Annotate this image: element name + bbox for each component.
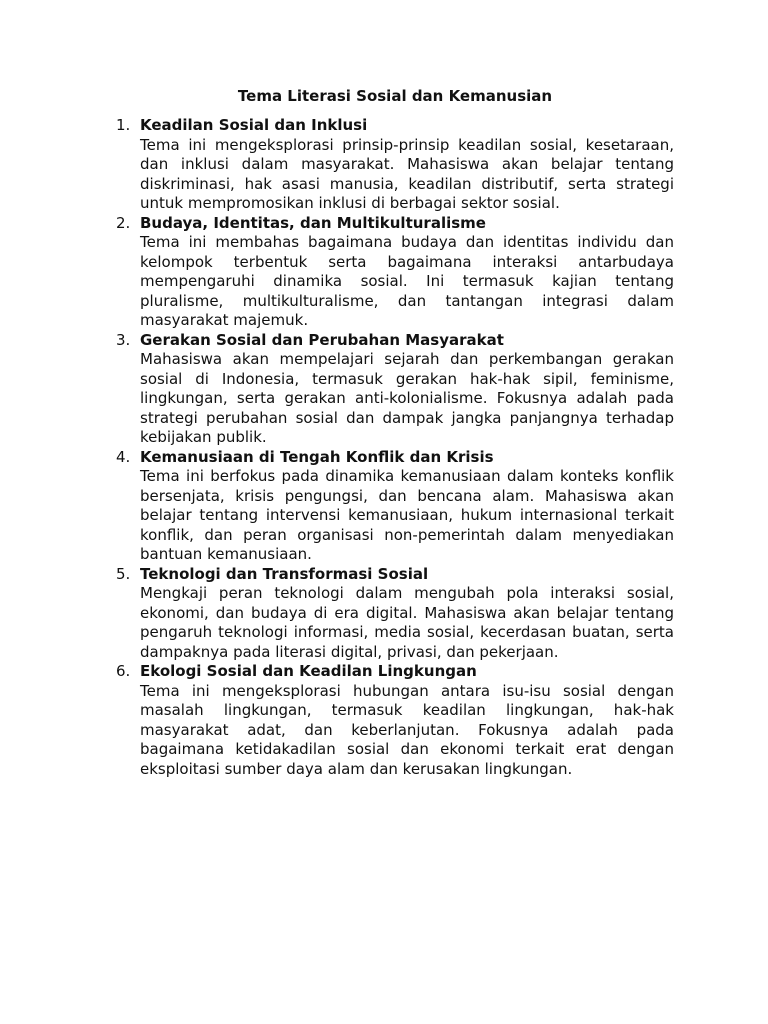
- document-title: Tema Literasi Sosial dan Kemanusian: [237, 87, 553, 105]
- list-item: [106, 662, 674, 779]
- list-item: [106, 116, 674, 214]
- topic-heading: Kemanusiaan di Tengah Konflik dan Krisis: [140, 447, 494, 466]
- list-item: [106, 448, 674, 565]
- topic-heading: Teknologi dan Transformasi Sosial: [140, 564, 429, 583]
- topic-description: Tema ini berfokus pada dinamika kemanusiaan dalam konteks konflik bersenjata, krisis pengungsi, dan bencana alam. Mahasiswa akan belajar tentang intervensi kemanusiaan, hukum internasional terkait konflik, dan peran organisasi non-pemerintah dalam menyediakan bantuan kemanusiaan.: [140, 467, 674, 563]
- topic-description: Tema ini mengeksplorasi prinsip-prinsip keadilan sosial, kesetaraan, dan inklusi dalam masyarakat. Mahasiswa akan belajar tentang diskriminasi, hak asasi manusia, keadilan distributif, serta strategi untuk mempromosikan inklusi di berbagai sektor sosial.: [140, 135, 674, 212]
- topic-number: 5.: [116, 564, 131, 583]
- topic-description: Tema ini mengeksplorasi hubungan antara isu-isu sosial dengan masalah lingkungan, termasuk keadilan lingkungan, hak-hak masyarakat adat, dan keberlanjutan. Fokusnya adalah pada bagaimana ketidakadilan sosial dan ekonomi terkait erat dengan eksploitasi sumber daya alam dan kerusakan lingkungan.: [140, 681, 674, 778]
- topic-description: Mahasiswa akan mempelajari sejarah dan perkembangan gerakan sosial di Indonesia, termasuk gerakan hak-hak sipil, feminisme, lingkungan, serta gerakan anti-kolonialisme. Fokusnya adalah pada strategi perubahan sosial dan dampak jangka panjangnya terhadap kebijakan publik.: [140, 350, 674, 446]
- topic-heading: Keadilan Sosial dan Inklusi: [140, 116, 368, 134]
- topic-number: 4.: [116, 447, 131, 466]
- topic-number: 2.: [116, 213, 131, 232]
- topic-heading: Gerakan Sosial dan Perubahan Masyarakat: [140, 330, 504, 349]
- topic-number: 3.: [116, 330, 131, 349]
- list-item: [106, 565, 674, 663]
- topic-list: [106, 116, 674, 779]
- topic-description: Mengkaji peran teknologi dalam mengubah pola interaksi sosial, ekonomi, dan budaya di era digital. Mahasiswa akan belajar tentang pengaruh teknologi informasi, media sosial, kecerdasan buatan, serta dampaknya pada literasi digital, privasi, dan pekerjaan.: [140, 584, 674, 661]
- topic-heading: Ekologi Sosial dan Keadilan Lingkungan: [140, 662, 477, 680]
- list-item: [106, 214, 674, 331]
- topic-heading: Budaya, Identitas, dan Multikulturalisme: [140, 213, 486, 232]
- list-item: [106, 331, 674, 448]
- topic-number: 1.: [116, 116, 131, 134]
- topic-description: Tema ini membahas bagaimana budaya dan identitas individu dan kelompok terbentuk serta bagaimana interaksi antarbudaya mempengaruhi dinamika sosial. Ini termasuk kajian tentang pluralisme, multikulturalisme, dan tantangan integrasi dalam masyarakat majemuk.: [140, 233, 674, 329]
- topic-number: 6.: [116, 662, 131, 680]
